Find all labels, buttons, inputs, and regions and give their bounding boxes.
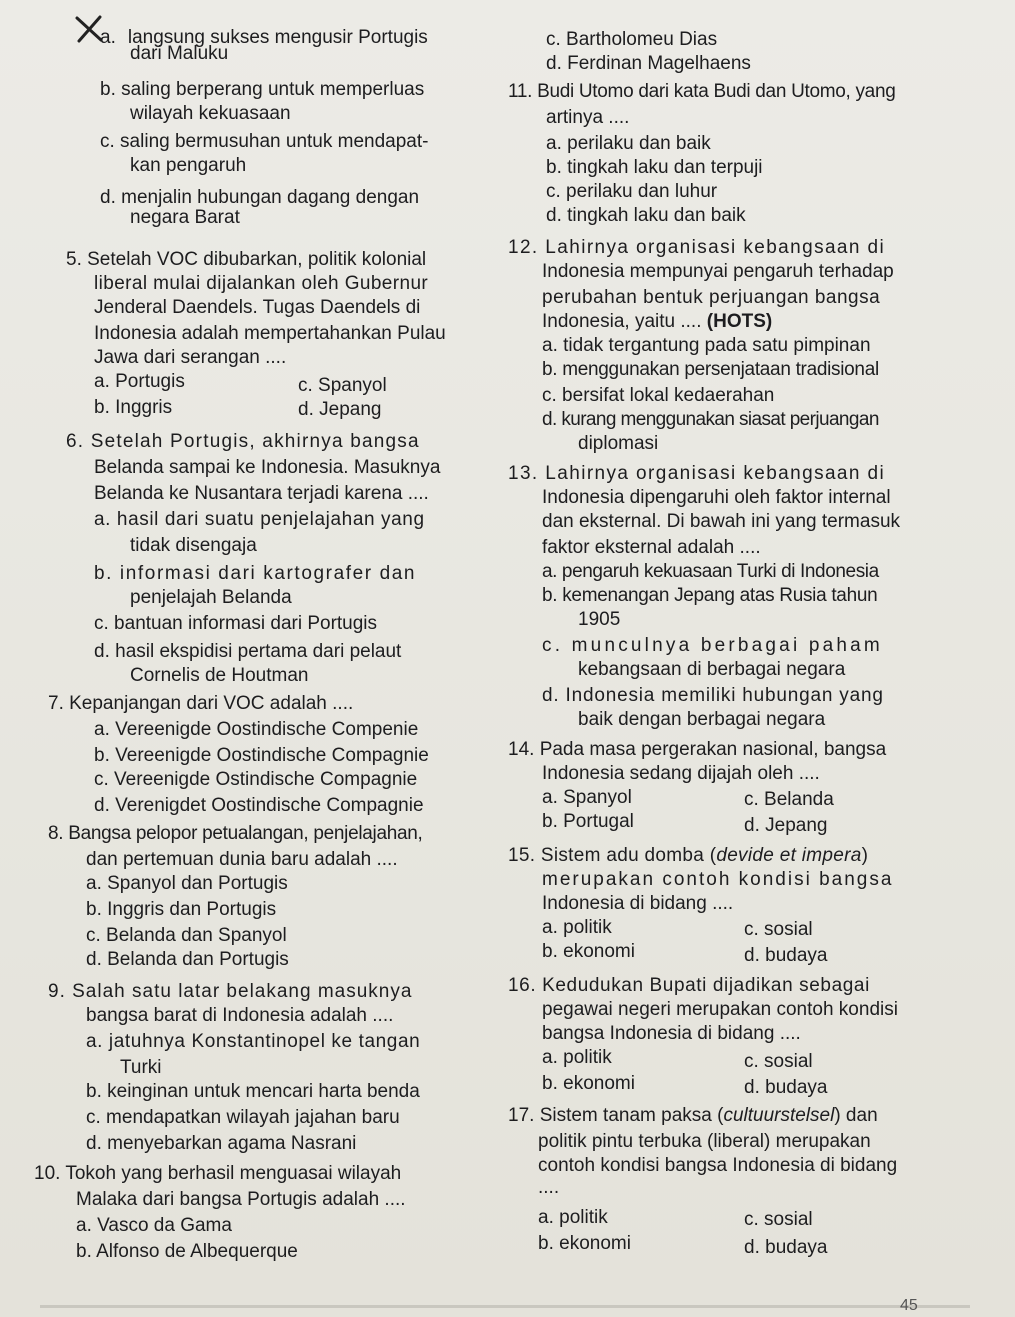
q17-line1: 17. Sistem tanam paksa (cultuurstelsel) dan (508, 1105, 878, 1126)
q5-line2: liberal mulai dijalankan oleh Gubernur (94, 273, 429, 294)
q8-option-c: c. Belanda dan Spanyol (86, 925, 287, 946)
q4-option-c-line2: kan pengaruh (130, 155, 247, 176)
q8-line2: dan pertemuan dunia baru adalah .... (86, 849, 398, 870)
q7-line1: 7. Kepanjangan dari VOC adalah .... (48, 693, 354, 714)
q6-line3: Belanda ke Nusantara terjadi karena .... (94, 483, 429, 504)
q12-option-b: b. menggunakan persenjataan tradisional (542, 359, 879, 380)
q13-line1: 13. Lahirnya organisasi kebangsaan di (508, 463, 886, 484)
q5-line3: Jenderal Daendels. Tugas Daendels di (94, 297, 421, 318)
q5-option-a: a. Portugis (94, 371, 185, 392)
q15-option-a: a. politik (542, 917, 612, 938)
q6-option-d-line2: Cornelis de Houtman (130, 665, 309, 686)
q16-line1: 16. Kedudukan Bupati dijadikan sebagai (508, 975, 870, 996)
q13-line2: Indonesia dipengaruhi oleh faktor internal (542, 487, 891, 508)
q14-line1: 14. Pada masa pergerakan nasional, bangsa (508, 739, 887, 760)
q14-option-d: d. Jepang (744, 815, 828, 836)
q5-option-d: d. Jepang (298, 399, 382, 420)
q9-option-b: b. keinginan untuk mencari harta benda (86, 1081, 420, 1102)
q15-option-d: d. budaya (744, 945, 828, 966)
q14-option-c: c. Belanda (744, 789, 834, 810)
q9-line2: bangsa barat di Indonesia adalah .... (86, 1005, 394, 1026)
devide-et-impera-term: devide et impera (716, 845, 862, 866)
q11-option-c: c. perilaku dan luhur (546, 181, 718, 202)
q13-line3: dan eksternal. Di bawah ini yang termasuk (542, 511, 901, 532)
q10-option-a: a. Vasco da Gama (76, 1215, 232, 1236)
q12-line3: perubahan bentuk perjuangan bangsa (542, 287, 881, 308)
q10-option-b: b. Alfonso de Albequerque (76, 1241, 298, 1262)
q13-option-b-line1: b. kemenangan Jepang atas Rusia tahun (542, 585, 878, 606)
q5-option-c: c. Spanyol (298, 375, 387, 396)
q15-line2: merupakan contoh kondisi bangsa (542, 869, 894, 890)
q12-line4: Indonesia, yaitu .... (HOTS) (542, 311, 773, 332)
q11-option-d: d. tingkah laku dan baik (546, 205, 746, 226)
q12-option-a: a. tidak tergantung pada satu pimpinan (542, 335, 871, 356)
q17-option-c: c. sosial (744, 1209, 813, 1230)
q9-option-a-line1: a. jatuhnya Konstantinopel ke tangan (86, 1031, 421, 1052)
q4-option-c-line1: c. saling bermusuhan untuk mendapat- (100, 131, 429, 152)
q6-option-a-line2: tidak disengaja (130, 535, 257, 556)
q9-line1: 9. Salah satu latar belakang masuknya (48, 981, 413, 1002)
q4-option-b-line1: b. saling berperang untuk memperluas (100, 79, 425, 100)
q13-option-c-line2: kebangsaan di berbagai negara (578, 659, 846, 680)
q12-option-d-line2: diplomasi (578, 433, 659, 454)
q17-option-d: d. budaya (744, 1237, 828, 1258)
q8-option-b: b. Inggris dan Portugis (86, 899, 277, 920)
q15-line3: Indonesia di bidang .... (542, 893, 734, 914)
q7-option-b: b. Vereenigde Oostindische Compagnie (94, 745, 429, 766)
q16-option-a: a. politik (542, 1047, 612, 1068)
q6-option-b-line1: b. informasi dari kartografer dan (94, 563, 417, 584)
q6-line2: Belanda sampai ke Indonesia. Masuknya (94, 457, 441, 478)
q14-option-a: a. Spanyol (542, 787, 632, 808)
q17-line4: .... (538, 1177, 560, 1198)
q9-option-c: c. mendapatkan wilayah jajahan baru (86, 1107, 400, 1128)
q5-option-b: b. Inggris (94, 397, 173, 418)
q10-line2: Malaka dari bangsa Portugis adalah .... (76, 1189, 406, 1210)
q10-line1: 10. Tokoh yang berhasil menguasai wilayah (34, 1163, 402, 1184)
q17-line3: contoh kondisi bangsa Indonesia di bidang (538, 1155, 898, 1176)
q13-line4: faktor eksternal adalah .... (542, 537, 761, 558)
q12-line2: Indonesia mempunyai pengaruh terhadap (542, 261, 894, 282)
cultuurstelsel-term: cultuurstelsel (723, 1105, 835, 1126)
q11-line1: 11. Budi Utomo dari kata Budi dan Utomo, yang (508, 81, 896, 102)
q4-option-d-line2: negara Barat (130, 207, 240, 228)
q9-option-d: d. menyebarkan agama Nasrani (86, 1133, 357, 1154)
q9-option-a-line2: Turki (120, 1057, 162, 1078)
q12-option-c: c. bersifat lokal kedaerahan (542, 385, 775, 406)
q8-option-a: a. Spanyol dan Portugis (86, 873, 288, 894)
q4-option-b-line2: wilayah kekuasaan (130, 103, 291, 124)
q6-line1: 6. Setelah Portugis, akhirnya bangsa (66, 431, 420, 452)
q6-option-c: c. bantuan informasi dari Portugis (94, 613, 378, 634)
q11-option-b: b. tingkah laku dan terpuji (546, 157, 763, 178)
q13-option-b-line2: 1905 (578, 609, 621, 630)
q6-option-a-line1: a. hasil dari suatu penjelajahan yang (94, 509, 425, 530)
q8-line1: 8. Bangsa pelopor petualangan, penjelajahan, (48, 823, 423, 844)
q13-option-d-line1: d. Indonesia memiliki hubungan yang (542, 685, 884, 706)
q16-line2: pegawai negeri merupakan contoh kondisi (542, 999, 898, 1020)
q4-option-a-line2: dari Maluku (130, 43, 229, 64)
footer-divider (40, 1305, 970, 1308)
q7-option-c: c. Vereenigde Ostindische Compagnie (94, 769, 418, 790)
q17-option-b: b. ekonomi (538, 1233, 631, 1254)
q11-line2: artinya .... (546, 107, 630, 128)
q16-option-d: d. budaya (744, 1077, 828, 1098)
q10-option-c: c. Bartholomeu Dias (546, 29, 718, 50)
q10-option-d: d. Ferdinan Magelhaens (546, 53, 751, 74)
q12-option-d-line1: d. kurang menggunakan siasat perjuangan (542, 409, 879, 430)
q5-line4: Indonesia adalah mempertahankan Pulau (94, 323, 446, 344)
q13-option-d-line2: baik dengan berbagai negara (578, 709, 826, 730)
q8-option-d: d. Belanda dan Portugis (86, 949, 289, 970)
q7-option-a: a. Vereenigde Oostindische Compenie (94, 719, 419, 740)
q12-line1: 12. Lahirnya organisasi kebangsaan di (508, 237, 886, 258)
q16-line3: bangsa Indonesia di bidang .... (542, 1023, 801, 1044)
q15-option-c: c. sosial (744, 919, 813, 940)
q17-line2: politik pintu terbuka (liberal) merupakan (538, 1131, 871, 1152)
q5-line1: 5. Setelah VOC dibubarkan, politik kolonial (66, 249, 427, 270)
q14-option-b: b. Portugal (542, 811, 634, 832)
q6-option-d-line1: d. hasil ekspidisi pertama dari pelaut (94, 641, 402, 662)
q15-line1: 15. Sistem adu domba (devide et impera) (508, 845, 869, 866)
q11-option-a: a. perilaku dan baik (546, 133, 711, 154)
q4-option-d-line1: d. menjalin hubungan dagang dengan (100, 187, 420, 208)
hots-label: (HOTS) (706, 311, 773, 332)
q15-option-b: b. ekonomi (542, 941, 635, 962)
q14-line2: Indonesia sedang dijajah oleh .... (542, 763, 820, 784)
q16-option-b: b. ekonomi (542, 1073, 635, 1094)
q5-line5: Jawa dari serangan .... (94, 347, 287, 368)
q17-option-a: a. politik (538, 1207, 608, 1228)
q13-option-a: a. pengaruh kekuasaan Turki di Indonesia (542, 561, 879, 582)
q4-option-a-line1: a. langsung sukses mengusir Portugis (100, 27, 428, 48)
q16-option-c: c. sosial (744, 1051, 813, 1072)
page-number: 45 (900, 1297, 918, 1314)
q6-option-b-line2: penjelajah Belanda (130, 587, 292, 608)
q7-option-d: d. Verenigdet Oostindische Compagnie (94, 795, 424, 816)
q13-option-c-line1: c. munculnya berbagai paham (542, 635, 883, 656)
